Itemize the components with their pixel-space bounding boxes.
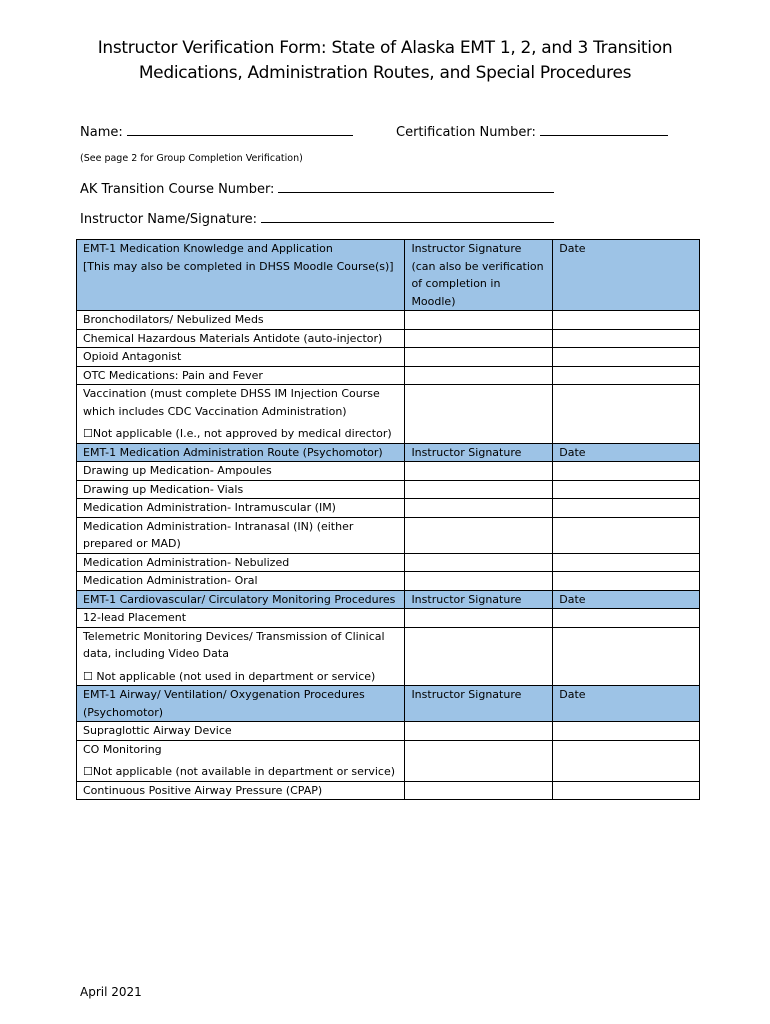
table-row — [77, 366, 700, 385]
form-title-line-2: Medications, Administration Routes, and Special Procedures — [138, 63, 632, 83]
table-row — [77, 385, 700, 444]
table-row — [77, 627, 700, 686]
item-cell — [77, 462, 405, 481]
instructor-signature-cell[interactable] — [405, 366, 553, 385]
instructor-signature-cell[interactable] — [405, 329, 553, 348]
section-title-cell — [77, 686, 405, 722]
instructor-signature-cell[interactable] — [405, 311, 553, 330]
instructor-signature-cell[interactable] — [405, 517, 553, 553]
date-cell[interactable] — [553, 311, 700, 330]
section-title: EMT-1 Medication Administration Route (Psychomotor) — [83, 445, 383, 459]
table-row — [77, 480, 700, 499]
date-header: Date — [553, 686, 700, 722]
item-label: CO Monitoring — [83, 742, 162, 756]
instructor-name-input-line[interactable] — [261, 210, 554, 223]
section-title-cell — [77, 590, 405, 609]
form-title-line-1: Instructor Verification Form: State of Alaska EMT 1, 2, and 3 Transition — [97, 38, 673, 58]
section-title: EMT-1 Cardiovascular/ Circulatory Monitoring Procedures — [83, 592, 396, 606]
form-title — [40, 36, 730, 86]
section-title-cell — [77, 443, 405, 462]
instructor-signature-cell[interactable] — [405, 553, 553, 572]
not-applicable-option[interactable] — [83, 668, 398, 686]
not-applicable-label: Not applicable (not available in department or service) — [92, 765, 396, 778]
date-cell[interactable] — [553, 517, 700, 553]
item-label: Drawing up Medication- Vials — [83, 482, 244, 496]
item-cell — [77, 348, 405, 367]
section-header-row — [77, 240, 700, 311]
table-row — [77, 572, 700, 591]
item-label: Supraglottic Airway Device — [83, 724, 232, 737]
item-label: OTC Medications: Pain and Fever — [83, 368, 263, 382]
table-row — [77, 311, 700, 330]
instructor-signature-header: Instructor Signature (can also be verification of completion in Moodle) — [405, 240, 553, 311]
date-cell[interactable] — [553, 480, 700, 499]
instructor-signature-cell[interactable] — [405, 499, 553, 518]
instructor-signature-cell[interactable] — [405, 609, 553, 628]
instructor-signature-cell[interactable] — [405, 572, 553, 591]
footer-date: April 2021 — [80, 985, 142, 999]
instructor-signature-header: Instructor Signature — [405, 686, 553, 722]
checkbox-icon[interactable]: ☐ — [83, 765, 93, 778]
not-applicable-option[interactable] — [83, 425, 398, 443]
item-cell — [77, 553, 405, 572]
group-completion-note: (See page 2 for Group Completion Verification) — [80, 153, 303, 164]
date-cell[interactable] — [553, 462, 700, 481]
table-row — [77, 462, 700, 481]
instructor-name-field[interactable] — [80, 210, 554, 227]
instructor-signature-cell[interactable] — [405, 462, 553, 481]
table-row — [77, 781, 700, 800]
date-cell[interactable] — [553, 722, 700, 741]
name-input-line[interactable] — [127, 123, 353, 136]
instructor-signature-header: Instructor Signature — [405, 590, 553, 609]
item-label: Medication Administration- Intranasal (IN) (either prepared or MAD) — [83, 519, 354, 550]
date-cell[interactable] — [553, 348, 700, 367]
item-cell — [77, 722, 405, 741]
item-label: Bronchodilators/ Nebulized Meds — [83, 313, 264, 326]
item-label: Chemical Hazardous Materials Antidote (auto-injector) — [83, 331, 383, 345]
checkbox-icon[interactable]: ☐ — [83, 427, 93, 440]
date-cell[interactable] — [553, 385, 700, 444]
item-label: 12-lead Placement — [83, 611, 187, 624]
date-header: Date — [553, 240, 700, 311]
item-cell — [77, 499, 405, 518]
table-row — [77, 499, 700, 518]
instructor-name-label: Instructor Name/Signature: — [80, 212, 258, 227]
item-cell — [77, 311, 405, 330]
instructor-signature-cell[interactable] — [405, 781, 553, 800]
not-applicable-label: Not applicable (I.e., not approved by medical director) — [92, 427, 392, 440]
verification-table — [76, 239, 700, 800]
table-row — [77, 348, 700, 367]
date-cell[interactable] — [553, 609, 700, 628]
item-label: Medication Administration- Intramuscular (IM) — [83, 501, 336, 514]
date-header: Date — [553, 443, 700, 462]
date-cell[interactable] — [553, 366, 700, 385]
table-row — [77, 740, 700, 781]
date-cell[interactable] — [553, 329, 700, 348]
section-title-cell — [77, 240, 405, 311]
date-cell[interactable] — [553, 781, 700, 800]
item-cell — [77, 627, 405, 686]
certification-number-label: Certification Number: — [396, 125, 536, 140]
instructor-signature-header: Instructor Signature — [405, 443, 553, 462]
instructor-signature-cell[interactable] — [405, 740, 553, 781]
instructor-signature-cell[interactable] — [405, 385, 553, 444]
item-label: Medication Administration- Nebulized — [83, 555, 290, 569]
name-label: Name: — [80, 125, 123, 140]
certification-number-field[interactable] — [396, 123, 668, 140]
instructor-signature-cell[interactable] — [405, 722, 553, 741]
item-label: Vaccination (must complete DHSS IM Injection Course which includes CDC Vaccination Administration) — [83, 387, 380, 418]
course-number-label: AK Transition Course Number: — [80, 182, 275, 197]
item-label: Medication Administration- Oral — [83, 574, 258, 587]
item-cell — [77, 740, 405, 781]
item-label: Drawing up Medication- Ampoules — [83, 464, 272, 477]
section-header-row — [77, 443, 700, 462]
item-cell — [77, 480, 405, 499]
table-row — [77, 553, 700, 572]
section-subtitle: [This may also be completed in DHSS Moodle Course(s)] — [83, 259, 394, 273]
not-applicable-option[interactable] — [83, 763, 398, 781]
name-field[interactable] — [80, 123, 353, 140]
table-row — [77, 329, 700, 348]
course-number-field[interactable] — [80, 180, 554, 197]
date-cell[interactable] — [553, 572, 700, 591]
date-cell[interactable] — [553, 553, 700, 572]
instructor-signature-cell[interactable] — [405, 627, 553, 686]
table-row — [77, 609, 700, 628]
item-cell — [77, 385, 405, 444]
certification-number-input-line[interactable] — [540, 123, 668, 136]
item-label: Continuous Positive Airway Pressure (CPAP) — [83, 783, 323, 797]
item-cell — [77, 572, 405, 591]
item-label: Opioid Antagonist — [83, 350, 182, 363]
date-cell[interactable] — [553, 740, 700, 781]
section-header-row — [77, 686, 700, 722]
course-number-input-line[interactable] — [278, 180, 554, 193]
date-header: Date — [553, 590, 700, 609]
section-title: EMT-1 Airway/ Ventilation/ Oxygenation Procedures (Psychomotor) — [83, 688, 365, 719]
checkbox-icon[interactable]: ☐ — [83, 669, 93, 683]
instructor-signature-cell[interactable] — [405, 348, 553, 367]
date-cell[interactable] — [553, 499, 700, 518]
item-cell — [77, 366, 405, 385]
not-applicable-label: Not applicable (not used in department or service) — [92, 669, 376, 683]
item-label: Telemetric Monitoring Devices/ Transmission of Clinical data, including Video Data — [83, 629, 385, 660]
table-row — [77, 517, 700, 553]
section-header-row — [77, 590, 700, 609]
item-cell — [77, 609, 405, 628]
section-title: EMT-1 Medication Knowledge and Application — [83, 242, 333, 255]
item-cell — [77, 781, 405, 800]
table-row — [77, 722, 700, 741]
date-cell[interactable] — [553, 627, 700, 686]
instructor-signature-cell[interactable] — [405, 480, 553, 499]
item-cell — [77, 517, 405, 553]
item-cell — [77, 329, 405, 348]
